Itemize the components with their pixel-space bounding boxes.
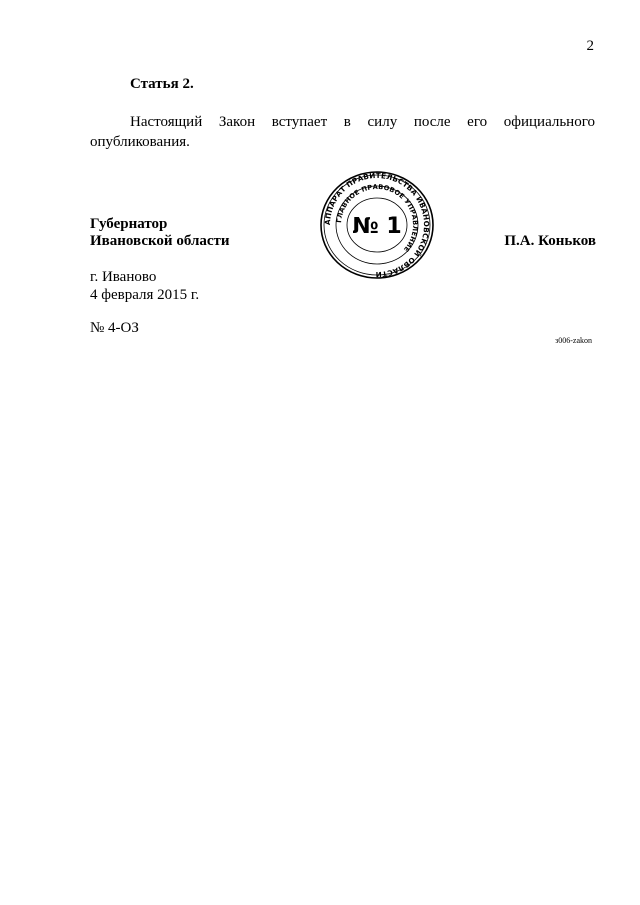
file-code: з006-zakon xyxy=(555,336,592,345)
article-heading: Статья 2. xyxy=(130,76,194,92)
law-number: № 4-ОЗ xyxy=(90,320,139,336)
place-date-block xyxy=(90,268,199,304)
stamp-outer-text: АППАРАТ ПРАВИТЕЛЬСТВА ИВАНОВСКОЙ ОБЛАСТИ xyxy=(322,170,432,280)
signatory-name: П.А. Коньков xyxy=(504,233,596,249)
official-stamp xyxy=(316,170,438,280)
place: г. Иваново xyxy=(90,269,157,285)
signatory-title-line2: Ивановской области xyxy=(90,233,230,249)
signatory-title-line1: Губернатор xyxy=(90,216,168,232)
signatory-title xyxy=(90,216,230,250)
article-body: Настоящий Закон вступает в силу после его официального опубликования. xyxy=(90,114,595,150)
stamp-center-text: № 1 xyxy=(352,214,402,239)
page-number: 2 xyxy=(586,38,594,54)
date: 4 февраля 2015 г. xyxy=(90,287,200,303)
stamp-inner-text: ГЛАВНОЕ ПРАВОВОЕ УПРАВЛЕНИЕ xyxy=(335,182,420,254)
